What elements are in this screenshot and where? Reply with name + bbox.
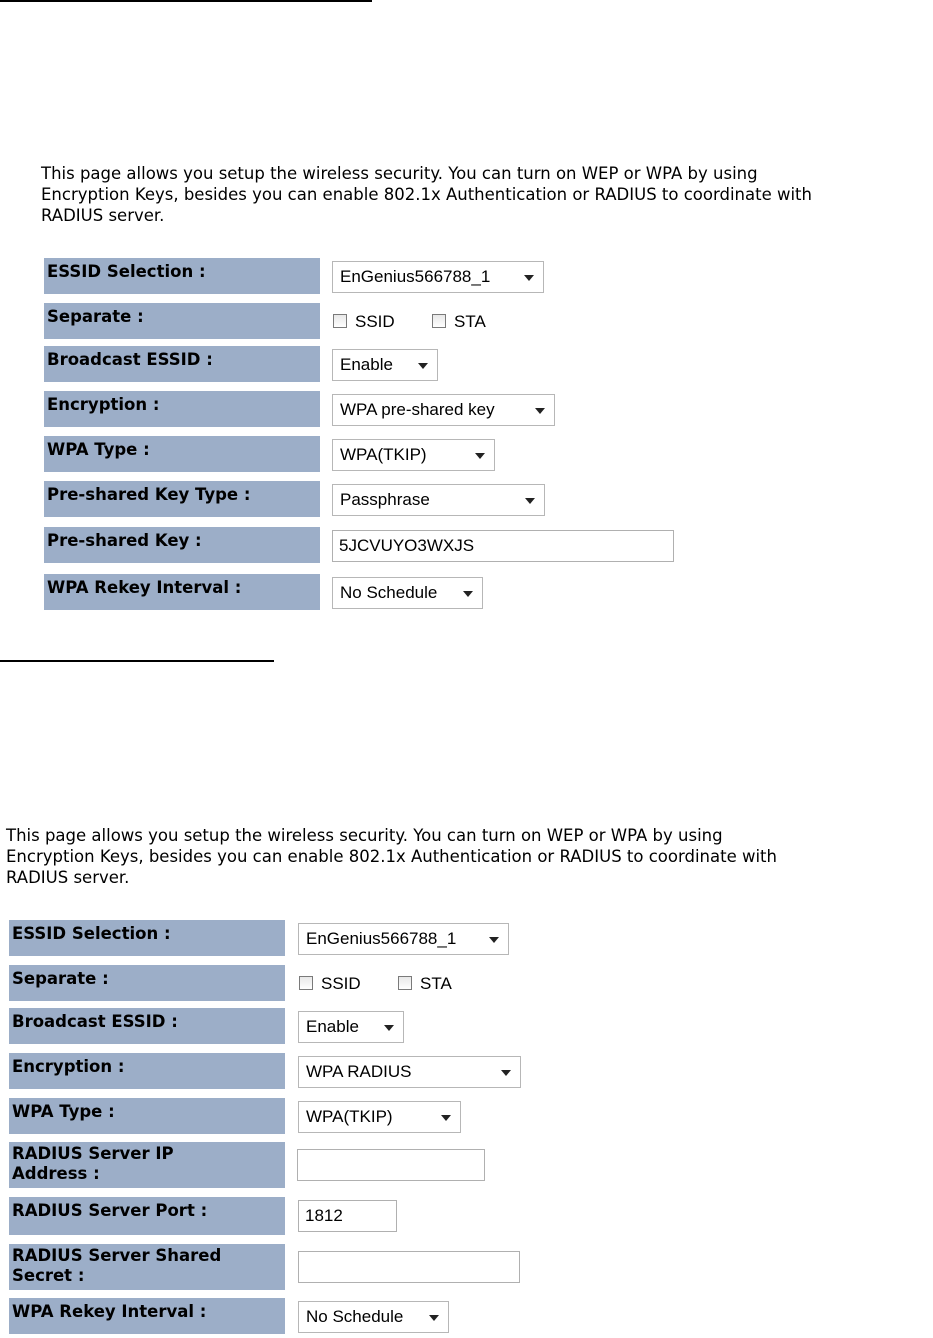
wpa-type-value: WPA(TKIP) — [340, 445, 427, 464]
chevron-down-icon — [475, 453, 485, 459]
broadcast-essid-dropdown[interactable] — [332, 349, 438, 381]
essid-selection-dropdown[interactable] — [298, 923, 509, 955]
radius-server-ip-input[interactable] — [297, 1149, 485, 1181]
essid-selection-value: EnGenius566788_1 — [340, 267, 491, 286]
description-line: RADIUS server. — [6, 868, 130, 887]
encryption-dropdown[interactable] — [298, 1056, 521, 1088]
chevron-down-icon — [429, 1315, 439, 1321]
description-line: This page allows you setup the wireless security. You can turn on WEP or WPA by using — [6, 826, 723, 845]
wpa-rekey-interval-label: WPA Rekey Interval : — [9, 1298, 285, 1334]
radius-server-port-label: RADIUS Server Port : — [9, 1197, 285, 1235]
wpa-type-dropdown[interactable] — [298, 1101, 461, 1133]
radius-server-port-input[interactable]: 1812 — [298, 1200, 397, 1232]
section-divider-middle — [0, 660, 274, 662]
broadcast-essid-label: Broadcast ESSID : — [9, 1008, 285, 1044]
separate-sta-checkbox[interactable] — [432, 314, 446, 328]
broadcast-essid-value: Enable — [340, 355, 393, 374]
chevron-down-icon — [525, 498, 535, 504]
radius-server-ip-label-line: RADIUS Server IP — [12, 1144, 174, 1163]
wpa-rekey-interval-dropdown[interactable] — [298, 1301, 449, 1333]
encryption-value: WPA pre-shared key — [340, 400, 495, 419]
psk-type-dropdown[interactable] — [332, 484, 545, 516]
radius-shared-secret-label — [9, 1244, 285, 1290]
radius-server-ip-label-line: Address : — [12, 1164, 100, 1183]
separate-sta-checkbox[interactable] — [398, 976, 412, 990]
separate-ssid-label: SSID — [321, 974, 361, 993]
chevron-down-icon — [501, 1070, 511, 1076]
description-line: RADIUS server. — [41, 206, 165, 225]
separate-ssid-checkbox[interactable] — [299, 976, 313, 990]
essid-selection-label: ESSID Selection : — [9, 920, 285, 956]
broadcast-essid-dropdown[interactable] — [298, 1011, 404, 1043]
radius-server-ip-label — [9, 1142, 285, 1188]
chevron-down-icon — [535, 408, 545, 414]
separate-sta-label: STA — [454, 312, 486, 331]
chevron-down-icon — [489, 937, 499, 943]
psk-type-value: Passphrase — [340, 490, 430, 509]
wpa-rekey-interval-value: No Schedule — [306, 1307, 404, 1326]
essid-selection-dropdown[interactable] — [332, 261, 544, 293]
chevron-down-icon — [418, 363, 428, 369]
radius-shared-secret-input[interactable] — [298, 1251, 520, 1283]
encryption-label: Encryption : — [44, 391, 320, 427]
encryption-label: Encryption : — [9, 1053, 285, 1089]
description-line: This page allows you setup the wireless security. You can turn on WEP or WPA by using — [41, 164, 758, 183]
wpa-type-value: WPA(TKIP) — [306, 1107, 393, 1126]
wpa-type-dropdown[interactable] — [332, 439, 495, 471]
broadcast-essid-value: Enable — [306, 1017, 359, 1036]
essid-selection-label: ESSID Selection : — [44, 258, 320, 294]
essid-selection-value: EnGenius566788_1 — [306, 929, 457, 948]
section-divider-top — [0, 0, 372, 2]
radius-shared-secret-label-line: Secret : — [12, 1266, 85, 1285]
chevron-down-icon — [441, 1115, 451, 1121]
separate-label: Separate : — [9, 965, 285, 1001]
wpa-rekey-interval-label: WPA Rekey Interval : — [44, 574, 320, 610]
psk-input[interactable]: 5JCVUYO3WXJS — [332, 530, 674, 562]
chevron-down-icon — [384, 1025, 394, 1031]
psk-label: Pre-shared Key : — [44, 527, 320, 563]
description-line: Encryption Keys, besides you can enable 802.1x Authentication or RADIUS to coordinate with — [41, 185, 812, 204]
wpa-type-label: WPA Type : — [44, 436, 320, 472]
wpa-type-label: WPA Type : — [9, 1098, 285, 1134]
page-description — [6, 825, 777, 888]
page-description — [41, 163, 812, 226]
separate-ssid-label: SSID — [355, 312, 395, 331]
psk-type-label: Pre-shared Key Type : — [44, 481, 320, 517]
separate-sta-label: STA — [420, 974, 452, 993]
description-line: Encryption Keys, besides you can enable 802.1x Authentication or RADIUS to coordinate with — [6, 847, 777, 866]
encryption-dropdown[interactable] — [332, 394, 555, 426]
separate-ssid-checkbox[interactable] — [333, 314, 347, 328]
radius-shared-secret-label-line: RADIUS Server Shared — [12, 1246, 222, 1265]
wpa-rekey-interval-value: No Schedule — [340, 583, 438, 602]
broadcast-essid-label: Broadcast ESSID : — [44, 346, 320, 382]
separate-label: Separate : — [44, 303, 320, 339]
encryption-value: WPA RADIUS — [306, 1062, 412, 1081]
chevron-down-icon — [463, 591, 473, 597]
wpa-rekey-interval-dropdown[interactable] — [332, 577, 483, 609]
chevron-down-icon — [524, 275, 534, 281]
